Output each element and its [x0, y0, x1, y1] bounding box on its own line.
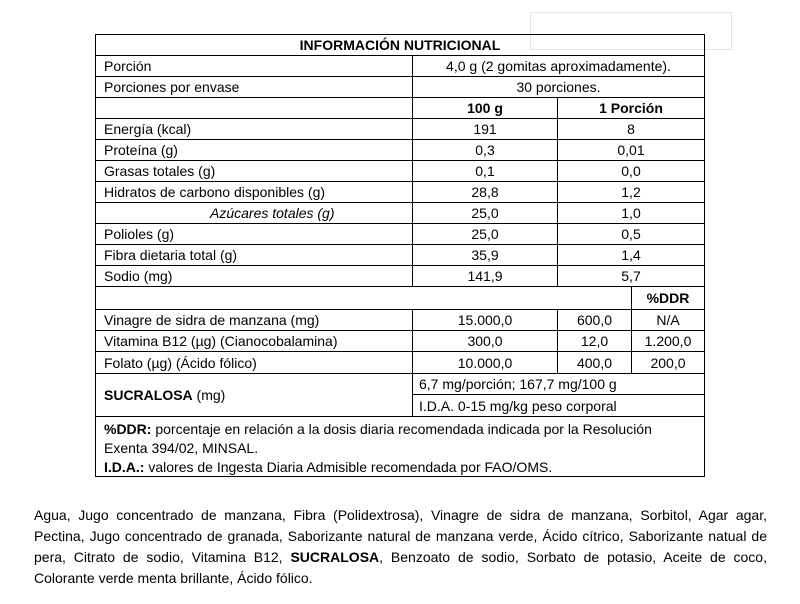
- ingredients-text-2: , Benzoato de sodio, Sorbato de potasio, Aceite de coco, Colorante verde menta brillante, Ácido fólico.: [34, 549, 767, 586]
- nutrient-per100: 141,9: [412, 266, 557, 286]
- nutrient-portion: 0,01: [557, 140, 704, 160]
- ddr-header-empty: [96, 287, 631, 309]
- sucralose-label-name: SUCRALOSA: [104, 387, 193, 403]
- nutrient-label: Azúcares totales (g): [210, 205, 335, 221]
- nutrient-label: Fibra dietaria total (g): [104, 247, 238, 263]
- micro-portion: 600,0: [557, 310, 631, 330]
- servings-row: [96, 77, 704, 98]
- nutrient-per100: 28,8: [412, 182, 557, 202]
- ddr-note: [104, 420, 696, 458]
- nutrient-label: Hidratos de carbono disponibles (g): [104, 184, 326, 200]
- nutrient-label: Proteína (g): [104, 142, 178, 158]
- nutrient-per100: 25,0: [412, 203, 557, 223]
- nutrient-per100: 0,3: [412, 140, 557, 160]
- nutrient-portion: 1,4: [557, 245, 704, 265]
- header-portion: 1 Porción: [557, 98, 704, 118]
- sucralose-line2: I.D.A. 0-15 mg/kg peso corporal: [412, 395, 704, 416]
- nutrient-label: Polioles (g): [104, 226, 175, 242]
- table-notes: [96, 417, 704, 476]
- micro-label: Vinagre de sidra de manzana (mg): [104, 312, 320, 328]
- table-title-row: [96, 35, 704, 56]
- nutrient-row: [96, 266, 704, 287]
- nutrient-row-sugars: [96, 203, 704, 224]
- micro-per100: 10.000,0: [412, 352, 557, 373]
- nutrient-per100: 35,9: [412, 245, 557, 265]
- micro-ddr: 200,0: [631, 352, 704, 373]
- ingredients-text-1: Agua, Jugo concentrado de manzana, Fibra (Polidextrosa), Vinagre de sidra de manzana, Sorbitol, Agar agar, Pectina, Jugo concentrado de granada, Saborizante natural de manzana verde, Ácido cítrico, Saborizante natual de pera, Citrato de sodio, Vitamina B12,: [34, 507, 767, 565]
- nutrient-label: Sodio (mg): [104, 268, 173, 284]
- sucralose-line1: 6,7 mg/porción; 167,7 mg/100 g: [412, 374, 704, 395]
- micro-per100: 15.000,0: [412, 310, 557, 330]
- nutrient-portion: 1,2: [557, 182, 704, 202]
- table-title: INFORMACIÓN NUTRICIONAL: [299, 37, 501, 53]
- ingredients-paragraph: [34, 505, 767, 589]
- nutrient-portion: 5,7: [557, 266, 704, 286]
- nutrient-row: [96, 119, 704, 140]
- ddr-header: %DDR: [631, 287, 704, 309]
- ida-note-text: valores de Ingesta Diaria Admisible recomendada por FAO/OMS.: [144, 459, 553, 475]
- nutrient-row: [96, 182, 704, 203]
- servings-label: Porciones por envase: [104, 79, 240, 95]
- nutrient-per100: 191: [412, 119, 557, 139]
- micro-ddr: 1.200,0: [631, 331, 704, 351]
- nutrient-per100: 25,0: [412, 224, 557, 244]
- nutrient-portion: 0,0: [557, 161, 704, 181]
- sucralose-label: [96, 374, 412, 416]
- nutrient-label: Grasas totales (g): [104, 163, 216, 179]
- header-100g: 100 g: [412, 98, 557, 118]
- ddr-note-text: porcentaje en relación a la dosis diaria recomendada indicada por la Resolución Exenta 394/02, MINSAL.: [104, 421, 652, 456]
- micro-per100: 300,0: [412, 331, 557, 351]
- portion-value: 4,0 g (2 gomitas aproximadamente).: [412, 56, 704, 76]
- sucralose-row: [96, 374, 704, 417]
- nutrient-portion: 0,5: [557, 224, 704, 244]
- micro-row: [96, 352, 704, 374]
- nutrient-row: [96, 140, 704, 161]
- portion-label: Porción: [104, 58, 152, 74]
- ingredients-sucralose: SUCRALOSA: [290, 549, 380, 565]
- micro-row: [96, 310, 704, 331]
- nutrient-portion: 1,0: [557, 203, 704, 223]
- column-header-row: [96, 98, 704, 119]
- micro-portion: 12,0: [557, 331, 631, 351]
- nutrient-portion: 8: [557, 119, 704, 139]
- nutrient-per100: 0,1: [412, 161, 557, 181]
- nutrient-row: [96, 161, 704, 182]
- header-empty-cell: [96, 98, 412, 118]
- nutrient-row: [96, 224, 704, 245]
- sucralose-label-unit: (mg): [192, 387, 226, 403]
- nutrient-row: [96, 245, 704, 266]
- ida-note-key: I.D.A.:: [104, 459, 145, 475]
- ida-note: [104, 458, 696, 477]
- portion-row: [96, 56, 704, 77]
- micro-portion: 400,0: [557, 352, 631, 373]
- micro-label: Folato (µg) (Ácido fólico): [104, 354, 257, 371]
- nutrition-table: [95, 34, 705, 477]
- micro-label: Vitamina B12 (µg) (Cianocobalamina): [104, 333, 338, 349]
- ddr-header-row: [96, 287, 704, 310]
- nutrient-label: Energía (kcal): [104, 121, 192, 137]
- servings-value: 30 porciones.: [412, 77, 704, 97]
- micro-ddr: N/A: [631, 310, 704, 330]
- ddr-note-key: %DDR:: [104, 421, 152, 437]
- micro-row: [96, 331, 704, 352]
